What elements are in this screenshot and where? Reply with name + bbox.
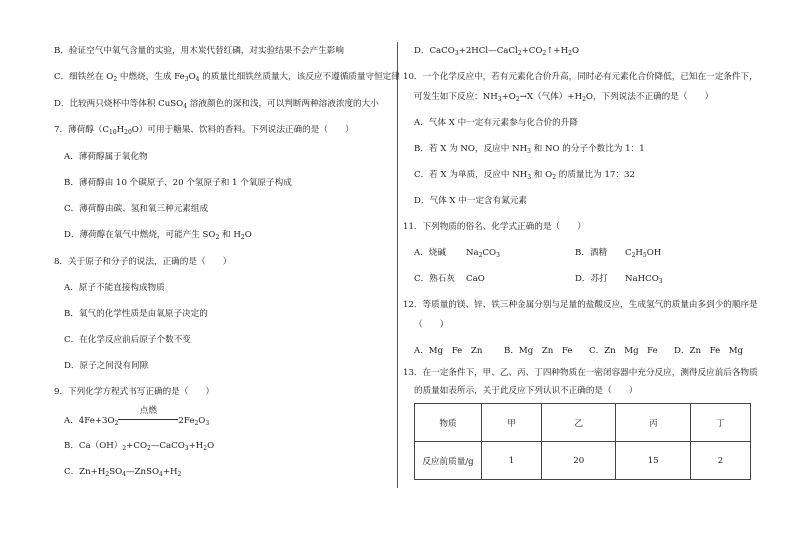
q7-option-a: A．薄荷醇属于氧化物	[64, 152, 148, 162]
q6-option-c: C．细铁丝在 $O_2$ 中燃烧，生成 $Fe_3O_4$ 的质量比细铁丝质量大，该反应不遵循质量守恒定律	[54, 72, 400, 83]
q10-option-c: C．若 X 为单质，反应中 $NH_3$ 和 $O_2$ 的质量比为 17：32	[414, 170, 635, 181]
q12-option-b: B．Mg Zn Fe	[504, 346, 573, 356]
q7-stem: 7．薄荷醇$(C_{10}H_{20}O)$可用于糖果、饮料的香料。下列说法正确的是（ ）	[54, 125, 354, 136]
q6-option-d: D．比较两只烧杯中等体积 CuSO$_4$ 溶液颜色的深和浅，可以判断两种溶液浓度的大小	[54, 99, 379, 110]
q12-stem-line2: （ ）	[414, 320, 449, 330]
q6-option-b: B．验证空气中氧气含量的实验，用木炭代替红磷，对实验结果不会产生影响	[54, 46, 344, 56]
q11-option-d-formula: NaHCO$_3$	[625, 274, 663, 285]
q11-option-c-name: C．熟石灰	[414, 274, 455, 284]
q9-option-b: B．$Ca(OH)_2+CO_2—CaCO_3+H_2O$	[64, 441, 215, 452]
q12-option-d: D．Zn Fe Mg	[674, 346, 744, 356]
q11-stem: 11．下列物质的俗名、化学式正确的是（ ）	[403, 222, 586, 232]
q13-stem-line1: 13．在一定条件下，甲、乙、丙、丁四种物质在一密闭容器中充分反应，测得反应前后各物质	[403, 368, 758, 378]
table-row	[415, 442, 751, 480]
q10-option-a: A．气体 X 中一定有元素参与化合价的升降	[414, 118, 578, 128]
table-cell: 1	[482, 442, 542, 480]
q11-option-b-formula: $C_2H_5OH$	[625, 248, 662, 259]
q7-option-c: C．薄荷醇由碳、氢和氧三种元素组成	[64, 204, 209, 214]
q7-option-d: D．薄荷醇在氧气中燃烧，可能产生 $SO_2$ 和 $H_2O$	[64, 230, 252, 241]
q8-option-d: D．原子之间没有间隙	[64, 361, 149, 371]
q11-option-c-formula: CaO	[466, 274, 485, 284]
mass-table	[414, 403, 751, 480]
q9-option-a: A．$4Fe+3O_2$ 点燃 $2Fe_2O_3$	[64, 406, 210, 427]
q11-option-b-name: B．酒精	[575, 248, 608, 258]
table-header-cell: 丙	[616, 404, 691, 442]
table-header-cell: 乙	[541, 404, 616, 442]
q10-stem-line2: 可发生如下反应：$NH_3+O_2\to X$（气体）$+H_2O$，下列说法不正确的是（ ）	[414, 92, 714, 103]
table-cell: 2	[691, 442, 751, 480]
q11-option-a-name: A．烧碱	[414, 248, 446, 258]
column-divider	[397, 42, 398, 488]
q8-stem: 8．关于原子和分子的说法，正确的是（ ）	[54, 257, 232, 267]
table-cell: 15	[616, 442, 691, 480]
table-cell: 20	[541, 442, 616, 480]
q9-stem: 9．下列化学方程式书写正确的是（ ）	[54, 387, 215, 397]
q9-option-c: C．$Zn+H_2SO_4—ZnSO_4+H_2$	[64, 467, 182, 478]
table-header-cell: 物质	[415, 404, 482, 442]
q12-stem-line1: 12．等质量的镁、锌、铁三种金属分别与足量的盐酸反应，生成氢气的质量由多到少的顺序是	[403, 300, 758, 310]
q8-option-c: C．在化学反应前后原子个数不变	[64, 335, 191, 345]
table-header-row	[415, 404, 751, 442]
q12-option-c: C．Zn Mg Fe	[589, 346, 658, 356]
q11-option-d-name: D．苏打	[575, 274, 608, 284]
q13-stem-line2: 的质量如表所示，关于此反应下列认识不正确的是（ ）	[414, 386, 638, 396]
q8-option-a: A．原子不能直接构成物质	[64, 283, 165, 293]
reaction-arrow-condition: 点燃	[118, 414, 178, 427]
q9-option-d: D．$CaCO_3+2HCl—CaCl_2+CO_2↑+H_2O$	[414, 46, 580, 57]
q11-option-a-formula: $Na_2CO_3$	[466, 248, 500, 259]
table-header-cell: 甲	[482, 404, 542, 442]
table-cell: 反应前质量/g	[415, 442, 482, 480]
q10-option-d: D．气体 X 中一定含有氮元素	[414, 196, 528, 206]
q12-option-a: A．Mg Fe Zn	[414, 346, 483, 356]
q10-option-b: B．若 X 为 NO，反应中 $NH_3$ 和 NO 的分子个数比为 1：1	[414, 144, 645, 155]
table-header-cell: 丁	[691, 404, 751, 442]
q10-stem-line1: 10．一个化学反应中，若有元素化合价升高，同时必有元素化合价降低，已知在一定条件下，	[403, 72, 758, 82]
q8-option-b: B．氧气的化学性质是由氧原子决定的	[64, 309, 208, 319]
q7-option-b: B．薄荷醇由 10 个碳原子、20 个氢原子和 1 个氧原子构成	[64, 178, 292, 188]
